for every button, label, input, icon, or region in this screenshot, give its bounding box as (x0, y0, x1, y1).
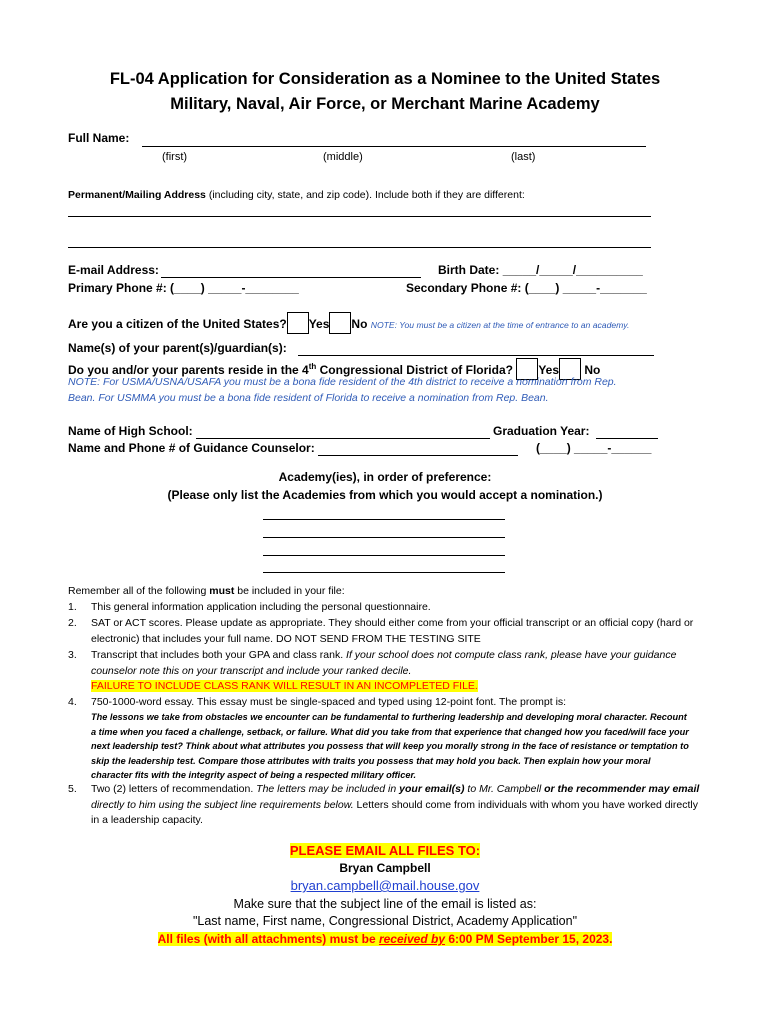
high-school-label: Name of High School: (68, 424, 193, 438)
name-first-caption: (first) (162, 151, 188, 163)
high-school-field[interactable] (196, 438, 490, 439)
academies-subheading: (Please only list the Academies from which you would accept a nomination.) (167, 488, 603, 502)
full-name-label: Full Name: (68, 131, 130, 145)
name-last-caption: (last) (511, 151, 536, 163)
checklist-intro: Remember all of the following must be included in your file: (68, 585, 345, 597)
address-line-1[interactable] (68, 216, 651, 217)
citizen-row (68, 312, 629, 334)
counselor-phone-field[interactable]: (____) _____-______ (536, 441, 652, 455)
form-title-line-2: Military, Naval, Air Force, or Merchant Marine Academy (170, 95, 600, 113)
grad-year-label: Graduation Year: (493, 424, 590, 438)
birth-date-label: Birth Date: (438, 263, 500, 277)
primary-phone-field[interactable]: (____) _____-________ (170, 281, 299, 295)
form-title-line-1: FL-04 Application for Consideration as a Nominee to the United States (109, 70, 661, 88)
citizen-no-checkbox[interactable] (329, 312, 351, 334)
academy-choice-2[interactable] (263, 537, 505, 538)
counselor-label: Name and Phone # of Guidance Counselor: (68, 441, 315, 455)
class-rank-warning: FAILURE TO INCLUDE CLASS RANK WILL RESULT IN AN INCOMPLETED FILE. (91, 680, 478, 692)
citizen-note: NOTE: You must be a citizen at the time of entrance to an academy. (370, 320, 630, 330)
name-middle-caption: (middle) (323, 151, 363, 163)
address-label-row (68, 189, 525, 201)
counselor-name-field[interactable] (318, 455, 518, 456)
email-heading-wrap (0, 842, 770, 860)
citizen-question: Are you a citizen of the United States? (68, 317, 287, 331)
essay-prompt: The lessons we take from obstacles we encounter can be fundamental to furthering leadership and developing moral character. Recount a time when you faced a challenge, setback, or failure. What did you take from that experience that changed how you faced/will face your next leadership test? Think about what attributes you possess that will keep you morally strong in the face of resistance or temptation to skip the leadership test. Compare those attributes with traits you possess that may hold you back. Then explain how your moral character fits with the integrity aspect of being a respected military officer. (91, 712, 689, 780)
district-note-line-2: Bean. For USMMA you must be a bona fide resident of Florida to receive a nomination from Rep. Bean. (68, 392, 549, 404)
secondary-phone-row (406, 281, 647, 295)
subject-instructions-2: "Last name, First name, Congressional District, Academy Application" (192, 914, 578, 928)
full-name-field[interactable] (142, 146, 646, 147)
academy-choice-4[interactable] (263, 572, 505, 573)
primary-phone-label: Primary Phone #: (68, 281, 167, 295)
secondary-phone-field[interactable]: (____) _____-_______ (524, 281, 647, 295)
deadline-text: All files (with all attachments) must be received by 6:00 PM September 15, 2023. (157, 932, 613, 946)
subject-instructions-1: Make sure that the subject line of the email is listed as: (233, 897, 537, 911)
district-question: Do you and/or your parents reside in the 4th Congressional District of Florida? (68, 362, 513, 377)
district-no-label: No (584, 363, 601, 377)
academy-choice-3[interactable] (263, 555, 505, 556)
contact-email-wrap (0, 878, 770, 893)
academies-heading: Academy(ies), in order of preference: (278, 470, 492, 484)
parents-field[interactable] (298, 355, 654, 356)
contact-email-link[interactable]: bryan.campbell@mail.house.gov (290, 878, 480, 893)
citizen-yes-checkbox[interactable] (287, 312, 309, 334)
address-line-2[interactable] (68, 247, 651, 248)
academy-choice-1[interactable] (263, 519, 505, 520)
primary-phone-row (68, 281, 299, 295)
contact-name: Bryan Campbell (339, 861, 431, 875)
email-heading: PLEASE EMAIL ALL FILES TO: (289, 843, 481, 858)
secondary-phone-label: Secondary Phone #: (406, 281, 522, 295)
birth-date-row (438, 263, 643, 277)
email-field[interactable] (161, 277, 421, 278)
deadline-wrap (0, 932, 770, 946)
parents-label: Name(s) of your parent(s)/guardian(s): (68, 341, 287, 355)
district-yes-label: Yes (538, 363, 560, 377)
citizen-no-label: No (351, 317, 368, 331)
birth-date-field[interactable]: _____/_____/__________ (502, 263, 643, 277)
citizen-yes-label: Yes (308, 317, 330, 331)
address-label: Permanent/Mailing Address (68, 189, 206, 201)
address-hint: (including city, state, and zip code). Include both if they are different: (205, 189, 525, 201)
email-label: E-mail Address: (68, 263, 159, 277)
district-note-line-1: NOTE: For USMA/USNA/USAFA you must be a bona fide resident of the 4th district to receive a nomination from Rep. (68, 376, 617, 388)
grad-year-field[interactable] (596, 438, 658, 439)
